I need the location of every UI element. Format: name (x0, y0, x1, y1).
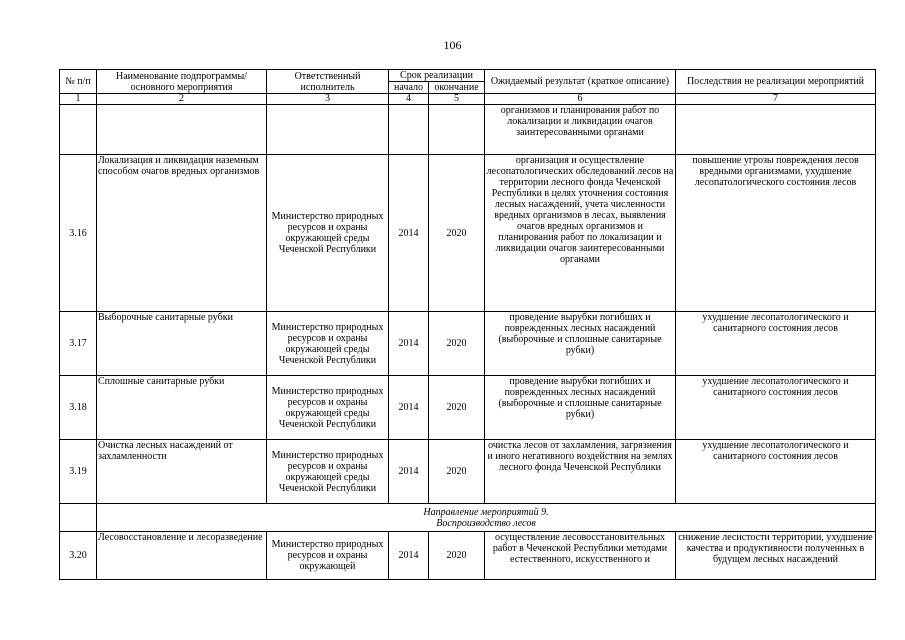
index-cell: 5 (429, 94, 485, 105)
index-cell: 6 (485, 94, 676, 105)
measure-name: Лесовосстановление и лесоразведение (97, 532, 267, 580)
section-line-2: Воспроизводство лесов (436, 517, 536, 529)
page-number: 106 (443, 38, 462, 52)
row-number: 3.19 (60, 440, 97, 504)
table-row (60, 312, 876, 376)
header-name: Наименование подпрограммы/ основного мероприятия (97, 70, 267, 94)
measure-name: Сплошные санитарные рубки (97, 376, 267, 440)
section-line-1: Направление мероприятий 9. (423, 506, 549, 518)
consequences-cell: ухудшение лесопатологического и санитарного состояния лесов (676, 312, 876, 376)
header-end: окончание (429, 82, 485, 94)
end-year: 2020 (429, 155, 485, 312)
result-cell: очистка лесов от захламления, загрязнения и иного негативного воздействия на землях лесного фонда Чеченской Республики (485, 440, 676, 504)
start-year: 2014 (389, 155, 429, 312)
header-result: Ожидаемый результат (краткое описание) (485, 70, 676, 94)
table-header-row (60, 70, 876, 82)
index-cell: 3 (267, 94, 389, 105)
result-cell: проведение вырубки погибших и поврежденных лесных насаждений (выборочные и сплошные санитарные рубки) (485, 312, 676, 376)
index-cell: 1 (60, 94, 97, 105)
result-cell: организация и осуществление лесопатологических обследований лесов на территории лесного фонда Чеченской Республики в целях уточнения состояния лесных насаждений, учета численности вредных организмов в лесах, выявления очагов вредных организмов и планирования работ по локализации и ликвидации очагов заинтересованными органами (485, 155, 676, 312)
row-number: 3.17 (60, 312, 97, 376)
index-cell: 2 (97, 94, 267, 105)
consequences-cell: снижение лесистости территории, ухудшение качества и продуктивности полученных в будущем лесных насаждений (676, 532, 876, 580)
responsible-cell: Министерство природных ресурсов и охраны окружающей среды Чеченской Республики (267, 440, 389, 504)
start-year: 2014 (389, 312, 429, 376)
row-number: 3.18 (60, 376, 97, 440)
measure-name: Локализация и ликвидация наземным способом очагов вредных организмов (97, 155, 267, 312)
header-responsible: Ответственный исполнитель (267, 70, 389, 94)
header-num: № п/п (60, 70, 97, 94)
responsible-cell: Министерство природных ресурсов и охраны окружающей среды Чеченской Республики (267, 376, 389, 440)
responsible-cell: Министерство природных ресурсов и охраны окружающей среды Чеченской Республики (267, 312, 389, 376)
consequences-cell: ухудшение лесопатологического и санитарного состояния лесов (676, 376, 876, 440)
measure-name: Очистка лесных насаждений от захламленности (97, 440, 267, 504)
section-heading (97, 504, 876, 532)
start-year: 2014 (389, 376, 429, 440)
measure-name: Выборочные санитарные рубки (97, 312, 267, 376)
column-index-row (60, 94, 876, 105)
end-year: 2020 (429, 532, 485, 580)
table-row (60, 105, 876, 155)
header-start: начало (389, 82, 429, 94)
end-year: 2020 (429, 440, 485, 504)
result-cell: проведение вырубки погибших и поврежденных лесных насаждений (выборочные и сплошные санитарные рубки) (485, 376, 676, 440)
start-year: 2014 (389, 440, 429, 504)
header-consequences: Последствия не реализации мероприятий (676, 70, 876, 94)
index-cell: 7 (676, 94, 876, 105)
start-year: 2014 (389, 532, 429, 580)
table-row (60, 155, 876, 312)
section-heading-row (60, 504, 876, 532)
row-number: 3.20 (60, 532, 97, 580)
measures-table (59, 69, 876, 580)
responsible-cell: Министерство природных ресурсов и охраны окружающей среды Чеченской Республики (267, 155, 389, 312)
result-cell: осуществление лесовосстановительных работ в Чеченской Республики методами естественного, искусственного и (485, 532, 676, 580)
table-row (60, 440, 876, 504)
header-term: Срок реализации (389, 70, 485, 82)
table-row (60, 532, 876, 580)
end-year: 2020 (429, 376, 485, 440)
consequences-cell: повышение угрозы повреждения лесов вредными организмами, ухудшение лесопатологического состояния лесов (676, 155, 876, 312)
result-cell: организмов и планирования работ по локализации и ликвидации очагов заинтересованными органами (485, 105, 676, 155)
consequences-cell: ухудшение лесопатологического и санитарного состояния лесов (676, 440, 876, 504)
row-number: 3.16 (60, 155, 97, 312)
table-row (60, 376, 876, 440)
end-year: 2020 (429, 312, 485, 376)
index-cell: 4 (389, 94, 429, 105)
responsible-cell: Министерство природных ресурсов и охраны окружающей (267, 532, 389, 580)
